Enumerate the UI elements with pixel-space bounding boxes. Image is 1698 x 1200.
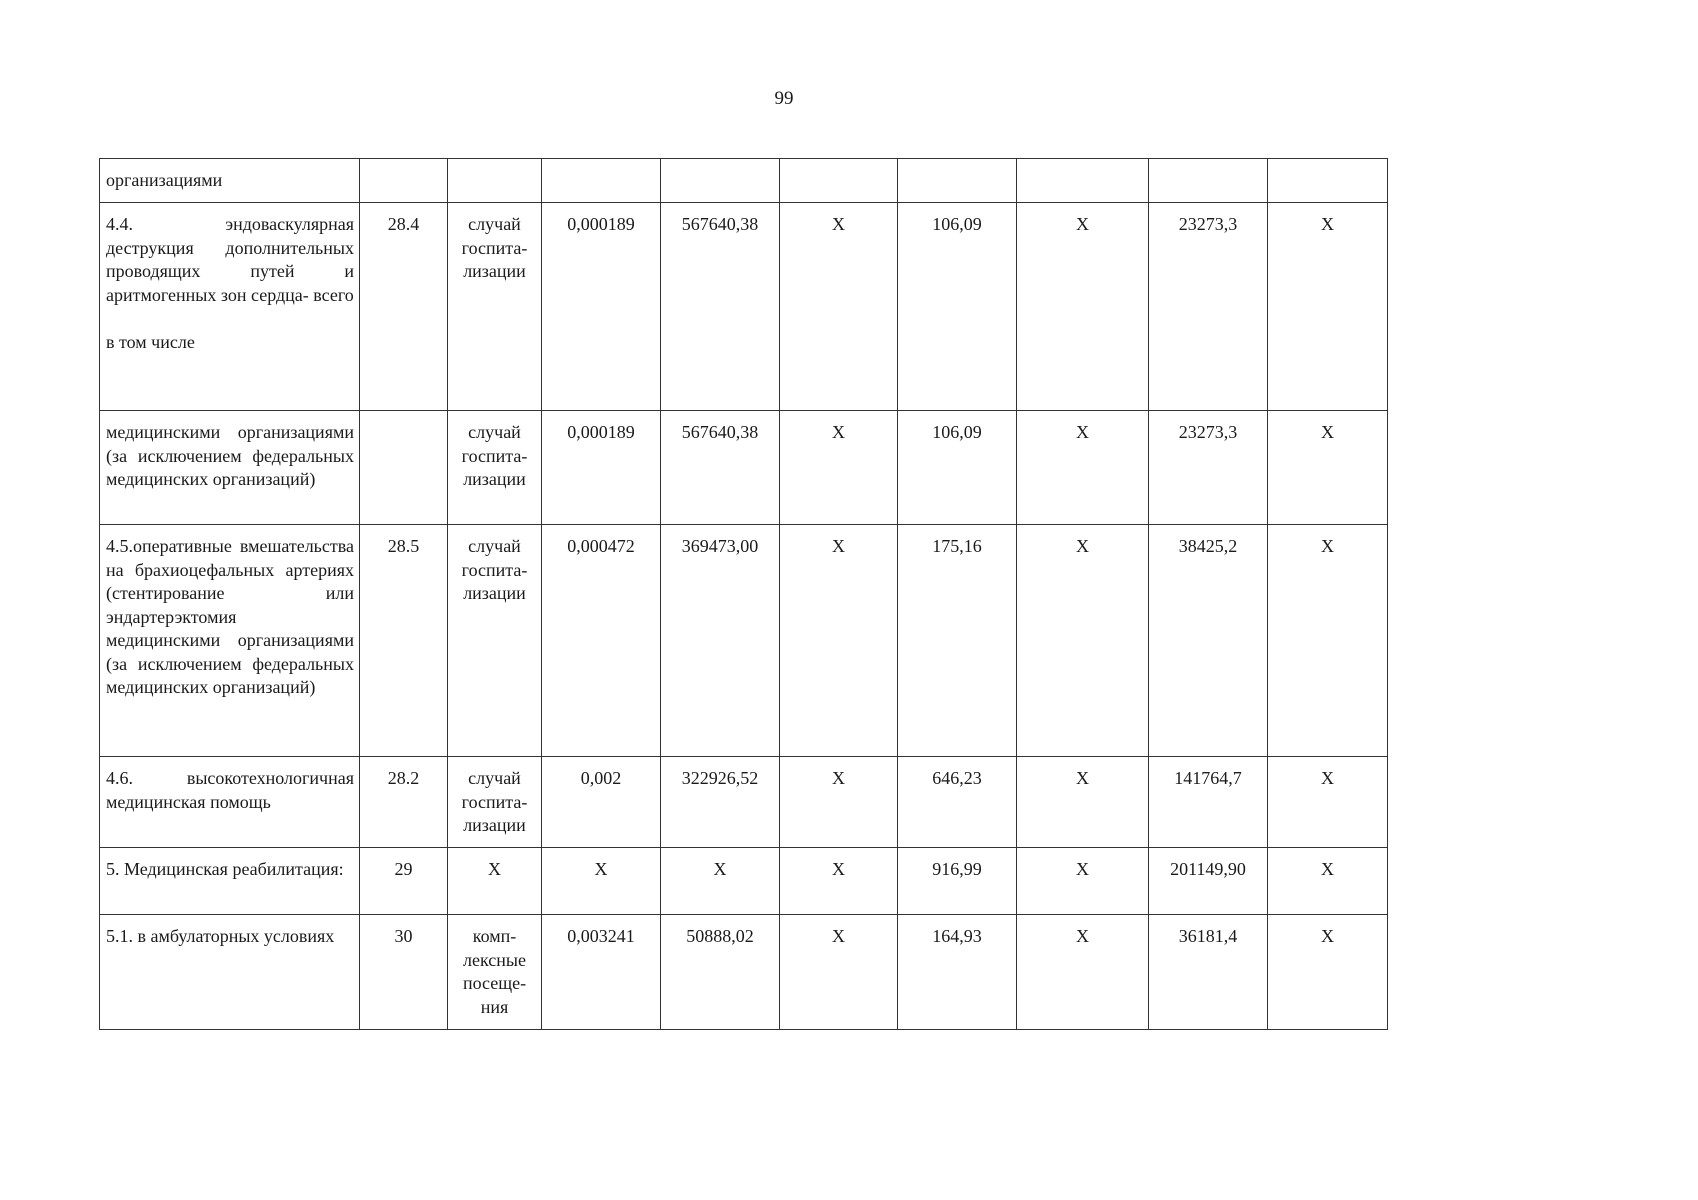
norm-cell: 0,000189: [542, 203, 661, 411]
x-marker-cell: Х: [1268, 203, 1388, 411]
total-cell: 23273,3: [1149, 203, 1268, 411]
name-cell: [100, 411, 360, 525]
row-name: организациями: [106, 170, 223, 190]
cost-cell: 322926,52: [661, 757, 780, 848]
x-marker-cell: Х: [1017, 848, 1149, 915]
total-cell: 23273,3: [1149, 411, 1268, 525]
norm-cell: 0,003241: [542, 915, 661, 1030]
cost-cell: 567640,38: [661, 203, 780, 411]
norm-cell: 0,000189: [542, 411, 661, 525]
per-capita-cell: 106,09: [898, 411, 1017, 525]
x-marker-cell: Х: [780, 915, 898, 1030]
per-capita-cell: [898, 159, 1017, 203]
name-cell: [100, 757, 360, 848]
x-marker-cell: Х: [1017, 203, 1149, 411]
code-cell: 29: [360, 848, 448, 915]
table-row: [100, 915, 1388, 1030]
unit-cell: случай госпита-лизации: [448, 411, 542, 525]
unit-cell: комп-лексные посеще-ния: [448, 915, 542, 1030]
x-marker-cell: Х: [1268, 915, 1388, 1030]
row-name: 5.1. в амбулаторных условиях: [106, 926, 335, 946]
table-body: [100, 159, 1388, 1030]
table-row: [100, 525, 1388, 757]
code-cell: 28.4: [360, 203, 448, 411]
unit-cell: [448, 159, 542, 203]
name-cell: [100, 915, 360, 1030]
per-capita-cell: 106,09: [898, 203, 1017, 411]
code-cell: 28.2: [360, 757, 448, 848]
name-cell: [100, 525, 360, 757]
page-number: 99: [774, 88, 794, 109]
table-row: [100, 848, 1388, 915]
x-marker-cell: Х: [780, 848, 898, 915]
cost-cell: 369473,00: [661, 525, 780, 757]
x-marker-cell: [1268, 159, 1388, 203]
code-cell: [360, 159, 448, 203]
x-marker-cell: [780, 159, 898, 203]
unit-cell: случай госпита-лизации: [448, 203, 542, 411]
row-name: 4.4. эндоваскулярная деструкция дополнительных проводящих путей и аритмогенных зон сердца- всего: [106, 214, 354, 305]
norm-cell: 0,000472: [542, 525, 661, 757]
x-marker-cell: Х: [780, 411, 898, 525]
cost-cell: 50888,02: [661, 915, 780, 1030]
unit-cell: Х: [448, 848, 542, 915]
cost-cell: [661, 159, 780, 203]
code-cell: [360, 411, 448, 525]
total-cell: 38425,2: [1149, 525, 1268, 757]
per-capita-cell: 646,23: [898, 757, 1017, 848]
data-table: [99, 158, 1388, 1030]
x-marker-cell: Х: [1017, 915, 1149, 1030]
per-capita-cell: 164,93: [898, 915, 1017, 1030]
unit-cell: случай госпита-лизации: [448, 757, 542, 848]
row-name: 4.5.оперативные вмешательства на брахиоцефальных артериях (стентирование или эндартерэктомия медицинскими организациями (за исключением федеральных медицинских организаций): [106, 536, 354, 697]
cost-cell: Х: [661, 848, 780, 915]
norm-cell: [542, 159, 661, 203]
total-cell: [1149, 159, 1268, 203]
name-cell: [100, 203, 360, 411]
x-marker-cell: Х: [780, 203, 898, 411]
code-cell: 28.5: [360, 525, 448, 757]
row-name: медицинскими организациями (за исключением федеральных медицинских организаций): [106, 422, 354, 489]
x-marker-cell: [1017, 159, 1149, 203]
row-name: 4.6. высокотехнологичная медицинская помощь: [106, 768, 354, 812]
table-row: [100, 203, 1388, 411]
x-marker-cell: Х: [1268, 411, 1388, 525]
x-marker-cell: Х: [1268, 525, 1388, 757]
x-marker-cell: Х: [1017, 757, 1149, 848]
norm-cell: Х: [542, 848, 661, 915]
norm-cell: 0,002: [542, 757, 661, 848]
x-marker-cell: Х: [1268, 757, 1388, 848]
code-cell: 30: [360, 915, 448, 1030]
x-marker-cell: Х: [1017, 525, 1149, 757]
total-cell: 141764,7: [1149, 757, 1268, 848]
x-marker-cell: Х: [1017, 411, 1149, 525]
table-row: [100, 159, 1388, 203]
per-capita-cell: 175,16: [898, 525, 1017, 757]
row-name: 5. Медицинская реабилитация:: [106, 859, 344, 879]
x-marker-cell: Х: [780, 757, 898, 848]
per-capita-cell: 916,99: [898, 848, 1017, 915]
total-cell: 201149,90: [1149, 848, 1268, 915]
cost-cell: 567640,38: [661, 411, 780, 525]
table-row: [100, 411, 1388, 525]
total-cell: 36181,4: [1149, 915, 1268, 1030]
unit-cell: случай госпита-лизации: [448, 525, 542, 757]
x-marker-cell: Х: [1268, 848, 1388, 915]
row-name-sub: в том числе: [106, 331, 195, 352]
table-row: [100, 757, 1388, 848]
name-cell: [100, 159, 360, 203]
name-cell: [100, 848, 360, 915]
x-marker-cell: Х: [780, 525, 898, 757]
